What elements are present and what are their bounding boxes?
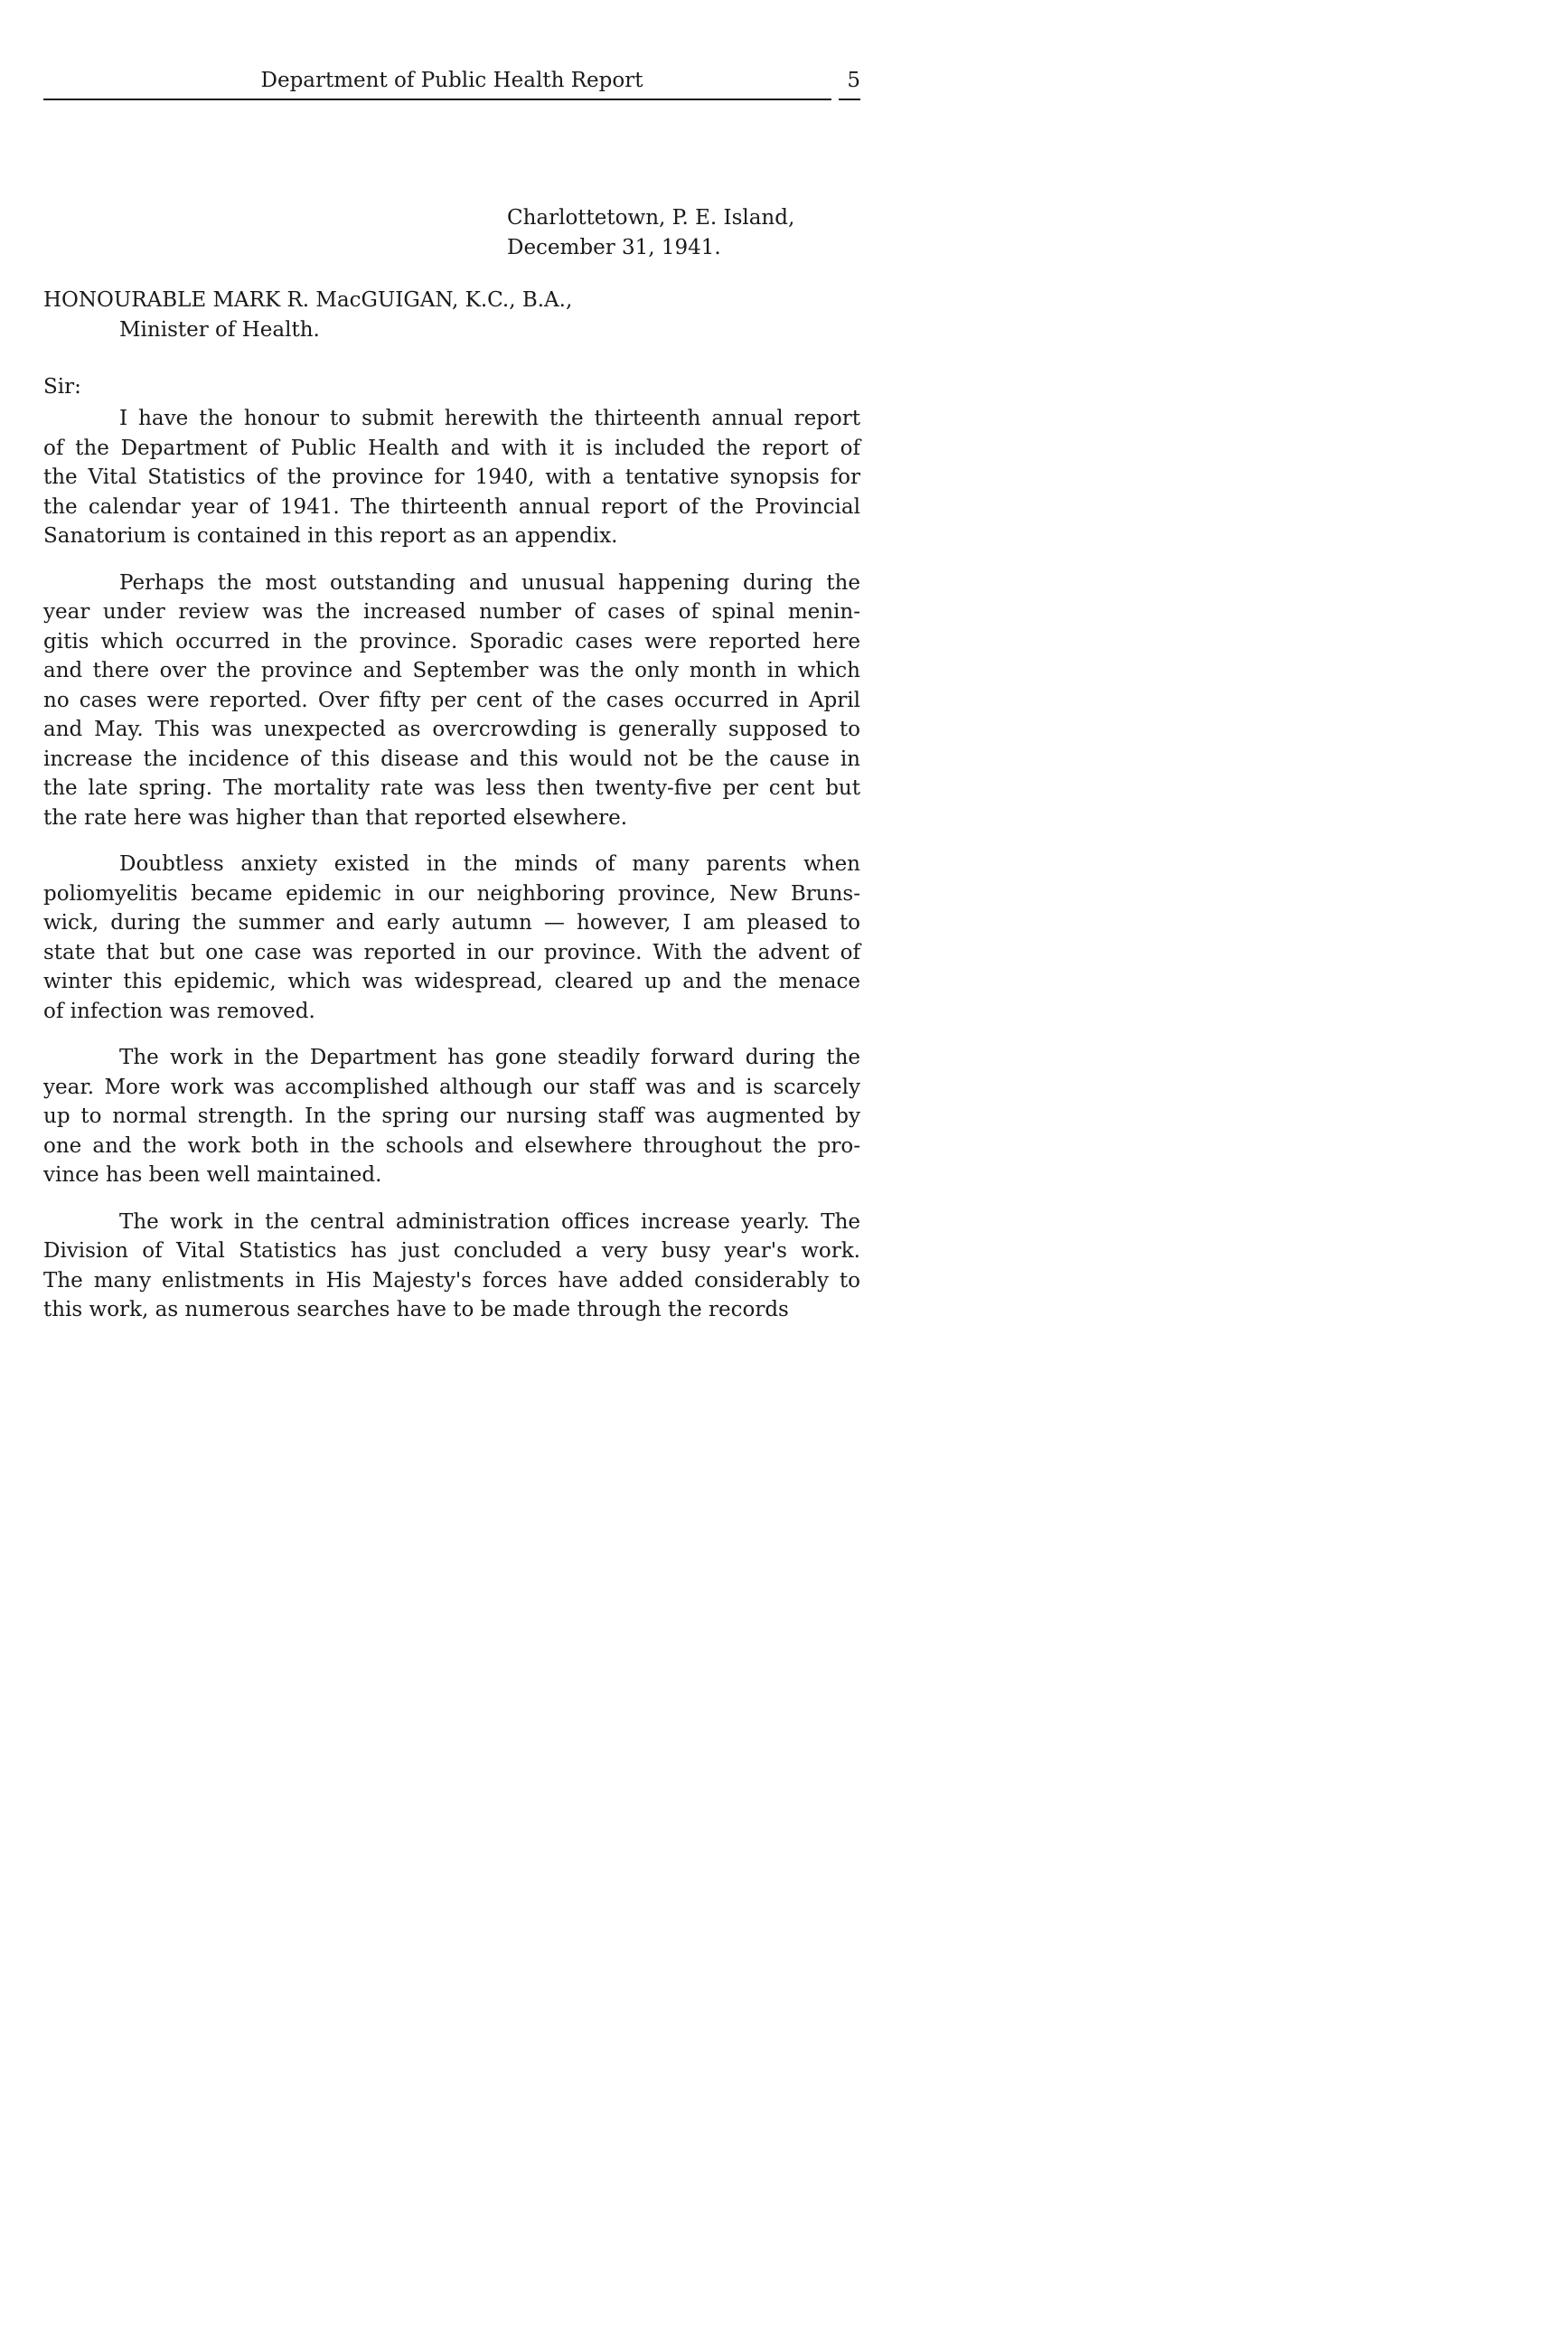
paragraph-line: gitis which occurred in the province. Sporadic cases were reported here (43, 629, 860, 653)
body-paragraph (43, 569, 860, 833)
paragraph-line: up to normal strength. In the spring our nursing staff was augmented by (43, 1104, 860, 1128)
paragraph-line: Division of Vital Statistics has just concluded a very busy year's work. (43, 1239, 860, 1263)
paragraph-line: the calendar year of 1941. The thirteenth annual report of the Provincial (43, 494, 860, 519)
paragraph-line: The work in the central administration offices increase yearly. The (119, 1209, 860, 1234)
paragraph-line: no cases were reported. Over fifty per cent of the cases occurred in April (43, 688, 860, 712)
paragraph-line: Perhaps the most outstanding and unusual happening during the (119, 570, 860, 595)
paragraph-line: poliomyelitis became epidemic in our neighboring province, New Bruns- (43, 881, 860, 906)
paragraph-line: of the Department of Public Health and with it is included the report of (43, 436, 860, 460)
header-rule (43, 99, 831, 100)
running-header (43, 69, 860, 99)
paragraph-line: I have the honour to submit herewith the thirteenth annual report (119, 407, 860, 430)
paragraph-line: The many enlistments in His Majesty's forces have added considerably to (43, 1268, 860, 1292)
page-number-rule (839, 99, 860, 100)
dateline-place: Charlottetown, P. E. Island, (507, 206, 795, 230)
paragraph-line: one and the work both in the schools and elsewhere throughout the pro- (43, 1133, 860, 1158)
paragraph-line: this work, as numerous searches have to be made through the records (43, 1298, 789, 1321)
paragraph-line: wick, during the summer and early autumn — however, I am pleased to (43, 911, 860, 935)
paragraph-line: and May. This was unexpected as overcrowding is generally supposed to (43, 718, 860, 741)
paragraph-line: winter this epidemic, which was widespread, cleared up and the menace (43, 970, 860, 993)
dateline-date: December 31, 1941. (507, 236, 721, 259)
paragraph-line: The work in the Department has gone steadily forward during the (119, 1046, 860, 1069)
dateline (507, 203, 794, 263)
letter-body (43, 404, 860, 1342)
body-paragraph (43, 1208, 860, 1325)
paragraph-line: increase the incidence of this disease and this would not be the cause in (43, 747, 860, 771)
paragraph-line: Sanatorium is contained in this report as an appendix. (43, 524, 618, 548)
body-paragraph (43, 1043, 860, 1190)
addressee-title: Minister of Health. (119, 318, 320, 342)
addressee-block (43, 286, 572, 345)
body-paragraph (43, 850, 860, 1026)
paragraph-line: year under review was the increased number of cases of spinal menin- (43, 600, 860, 624)
salutation: Sir: (43, 375, 81, 399)
paragraph-line: and there over the province and September was the only month in which (43, 659, 860, 682)
paragraph-line: vince has been well maintained. (43, 1163, 382, 1187)
page-number: 5 (847, 69, 860, 92)
paragraph-line: the rate here was higher than that reported elsewhere. (43, 805, 628, 830)
body-paragraph (43, 404, 860, 551)
paragraph-line: Doubtless anxiety existed in the minds of many parents when (119, 852, 860, 876)
report-title: Department of Public Health Report (260, 69, 643, 92)
paragraph-line: year. More work was accomplished although our staff was and is scarcely (43, 1075, 860, 1099)
paragraph-line: the late spring. The mortality rate was less then twenty-five per cent but (43, 776, 860, 800)
addressee-name: HONOURABLE MARK R. MacGUIGAN, K.C., B.A., (43, 288, 573, 312)
paragraph-line: the Vital Statistics of the province for 1940, with a tentative synopsis for (43, 465, 860, 489)
paragraph-line: of infection was removed. (43, 999, 315, 1023)
paragraph-line: state that but one case was reported in our province. With the advent of (43, 940, 860, 964)
